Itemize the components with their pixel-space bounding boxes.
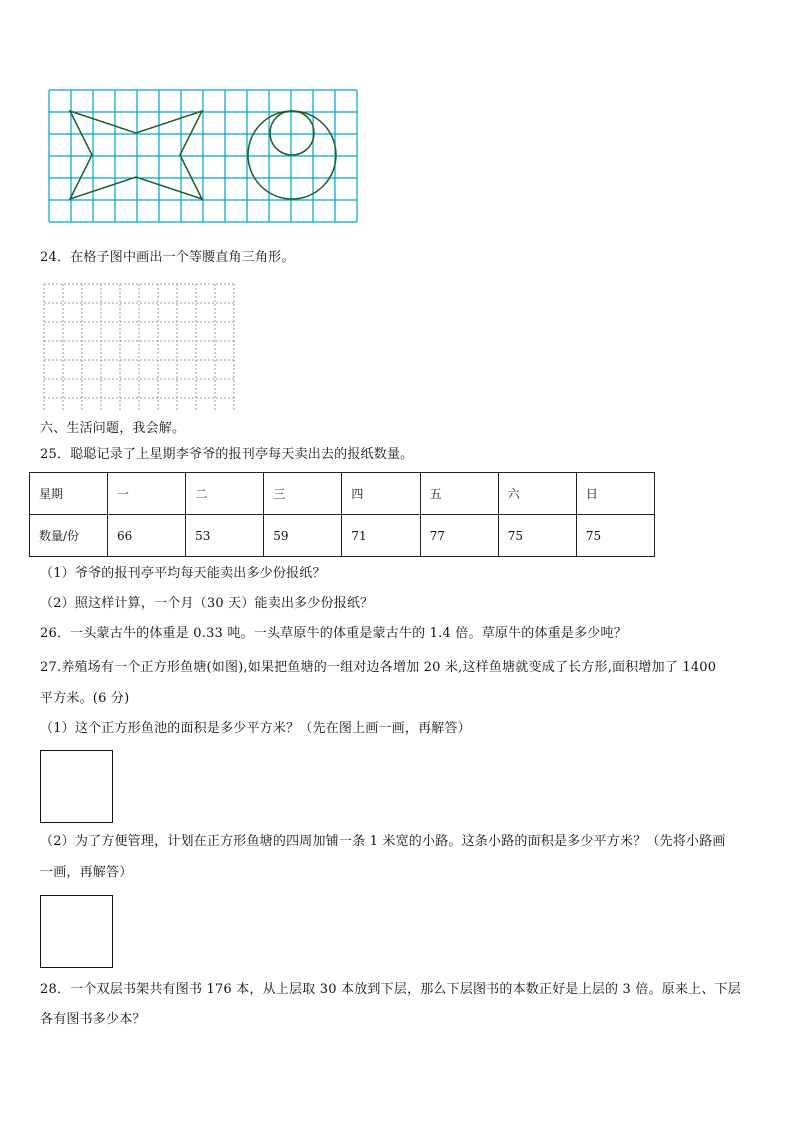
dotted-grid (42, 282, 238, 412)
grid-lines (49, 90, 357, 222)
square-pond-figure-2 (40, 895, 113, 968)
question-28-line-2: 各有图书多少本？ (40, 1012, 146, 1027)
table-cell-count: 66 (108, 515, 186, 557)
table-cell-day: 二 (186, 473, 264, 515)
square-pond-figure-1 (40, 750, 113, 823)
question-25-sub-2: （2）照这样计算，一个月（30 天）能卖出多少份报纸？ (40, 596, 374, 611)
table-cell-day: 三 (264, 473, 342, 515)
question-27-sub-1: （1）这个正方形鱼池的面积是多少平方米？（先在图上画一画，再解答） (40, 721, 471, 736)
table-cell-day: 六 (498, 473, 576, 515)
newspaper-sales-table (29, 472, 655, 557)
table-head-count: 数量/份 (30, 515, 108, 557)
table-row-days (30, 473, 655, 515)
table-cell-day: 五 (420, 473, 498, 515)
table-cell-day: 四 (342, 473, 420, 515)
question-25-sub-1: （1）爷爷的报刊亭平均每天能卖出多少份报纸？ (40, 566, 326, 581)
table-cell-count: 71 (342, 515, 420, 557)
question-27-sub-2-line-1: （2）为了方便管理，计划在正方形鱼塘的四周加铺一条 1 米宽的小路。这条小路的面积是多少平方米？（先将小路画 (40, 834, 726, 849)
table-cell-day: 日 (576, 473, 654, 515)
question-27-sub-2-line-2: 一画，再解答） (40, 865, 133, 880)
question-27-line-1: 27.养殖场有一个正方形鱼塘(如图),如果把鱼塘的一组对边各增加 20 米,这样鱼塘就变成了长方形,面积增加了 1400 (40, 660, 717, 675)
question-24: 24．在格子图中画出一个等腰直角三角形。 (40, 250, 295, 265)
table-cell-count: 59 (264, 515, 342, 557)
table-row-counts (30, 515, 655, 557)
question-28-line-1: 28．一个双层书架共有图书 176 本，从上层取 30 本放到下层，那么下层图书的本数正好是上层的 3 倍。原来上、下层 (40, 982, 741, 997)
bowtie-shape (70, 111, 202, 199)
table-cell-count: 53 (186, 515, 264, 557)
section-six-heading: 六、生活问题，我会解。 (40, 421, 186, 436)
table-cell-count: 75 (498, 515, 576, 557)
table-cell-day: 一 (108, 473, 186, 515)
small-circle (270, 111, 314, 155)
table-head-weekday: 星期 (30, 473, 108, 515)
question-27-line-2: 平方米。(6 分) (40, 691, 130, 706)
question-26: 26．一头蒙古牛的体重是 0.33 吨。一头草原牛的体重是蒙古牛的 1.4 倍。草原牛的体重是多少吨？ (40, 626, 627, 641)
table-cell-count: 75 (576, 515, 654, 557)
table-cell-count: 77 (420, 515, 498, 557)
question-25: 25．聪聪记录了上星期李爷爷的报刊亭每天卖出去的报纸数量。 (40, 447, 414, 462)
grid-figure (48, 89, 362, 225)
